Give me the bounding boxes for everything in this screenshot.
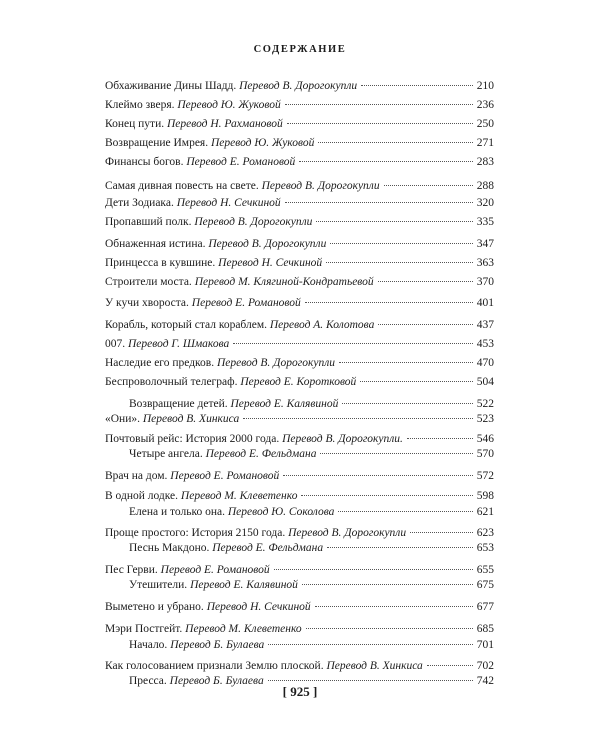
page-title: СОДЕРЖАНИЕ (253, 44, 347, 55)
dot-leader (407, 438, 473, 439)
dot-leader (326, 262, 473, 263)
entry-title: Четыре ангела. Перевод Е. Фельдмана (129, 448, 317, 460)
entry-page: 370 (476, 276, 494, 288)
dot-leader (318, 142, 472, 143)
dot-leader (233, 343, 472, 344)
dot-leader (360, 381, 472, 382)
dot-leader (243, 418, 473, 419)
toc-entry (105, 237, 494, 251)
entry-title: Корабль, который стал кораблем. Перевод А. Колотова (105, 319, 375, 331)
toc-entry (105, 256, 494, 270)
dot-leader (305, 302, 473, 303)
entry-page: 320 (476, 197, 494, 209)
dot-leader (268, 680, 473, 681)
entry-page: 283 (476, 156, 494, 168)
entry-title: Принцесса в кувшине. Перевод Н. Сечкиной (105, 257, 323, 269)
toc-entry (105, 79, 494, 93)
entry-title: Выметено и убрано. Перевод Н. Сечкиной (105, 601, 311, 613)
entry-page: 675 (476, 579, 494, 591)
entry-page: 572 (476, 470, 494, 482)
dot-leader (287, 123, 473, 124)
toc-entry (105, 489, 494, 503)
entry-title: 007. Перевод Г. Шмакова (105, 338, 230, 350)
toc-entry (105, 526, 494, 540)
entry-page: 701 (476, 639, 494, 651)
entry-page: 271 (476, 137, 494, 149)
entry-page: 288 (476, 180, 494, 192)
toc-entry (105, 600, 494, 614)
dot-leader (410, 532, 473, 533)
entry-title: Наследие его предков. Перевод В. Дорогокупли (105, 357, 335, 369)
entry-page: 702 (476, 660, 494, 672)
toc-entry (105, 179, 494, 193)
dot-leader (283, 475, 472, 476)
entry-page: 522 (476, 398, 494, 410)
entry-page: 742 (476, 675, 494, 687)
entry-page: 210 (476, 80, 494, 92)
entry-title: Проще простого: История 2150 года. Перевод В. Дорогокупли (105, 527, 407, 539)
entry-page: 335 (476, 216, 494, 228)
entry-title: «Они». Перевод В. Хинкиса (105, 413, 240, 425)
entry-page: 655 (476, 564, 494, 576)
entry-page: 598 (476, 490, 494, 502)
toc-entry (105, 296, 494, 310)
toc-entry (105, 318, 494, 332)
dot-leader (306, 628, 473, 629)
entry-title: Возвращение детей. Перевод Е. Калявиной (129, 398, 339, 410)
toc-entry (105, 412, 494, 426)
entry-title: В одной лодке. Перевод М. Клеветенко (105, 490, 298, 502)
entry-title: Начало. Перевод Б. Булаева (129, 639, 265, 651)
entry-page: 347 (476, 238, 494, 250)
entry-title: Пресса. Перевод Б. Булаева (129, 675, 264, 687)
dot-leader (274, 569, 473, 570)
entry-title: Врач на дом. Перевод Е. Романовой (105, 470, 280, 482)
dot-leader (330, 243, 472, 244)
toc-entry (105, 117, 494, 131)
entry-page: 437 (476, 319, 494, 331)
dot-leader (327, 547, 473, 548)
toc-entry (129, 541, 494, 555)
dot-leader (427, 665, 473, 666)
entry-title: Беспроволочный телеграф. Перевод Е. Коротковой (105, 376, 357, 388)
entry-page: 570 (476, 448, 494, 460)
entry-page: 546 (476, 433, 494, 445)
toc-entry (129, 447, 494, 461)
entry-title: Дети Зодиака. Перевод Н. Сечкиной (105, 197, 281, 209)
entry-page: 236 (476, 99, 494, 111)
entry-title: Как голосованием признали Землю плоской. Перевод В. Хинкиса (105, 660, 423, 672)
entry-title: Клеймо зверя. Перевод Ю. Жуковой (105, 99, 281, 111)
toc-entry (105, 659, 494, 673)
entry-page: 621 (476, 506, 494, 518)
entry-page: 250 (476, 118, 494, 130)
entry-title: Возвращение Имрея. Перевод Ю. Жуковой (105, 137, 315, 149)
dot-leader (299, 161, 472, 162)
dot-leader (301, 495, 472, 496)
dot-leader (378, 281, 473, 282)
dot-leader (285, 202, 473, 203)
entry-title: Обхаживание Дины Шадд. Перевод В. Дорогокупли (105, 80, 358, 92)
entry-page: 623 (476, 527, 494, 539)
entry-title: Пропавший полк. Перевод В. Дорогокупли (105, 216, 313, 228)
dot-leader (268, 644, 473, 645)
entry-page: 677 (476, 601, 494, 613)
entry-title: Елена и только она. Перевод Ю. Соколова (129, 506, 335, 518)
toc-entry (105, 337, 494, 351)
entry-title: Обнаженная истина. Перевод В. Дорогокупли (105, 238, 327, 250)
toc-entry (105, 622, 494, 636)
toc-entry (105, 432, 494, 446)
entry-title: Утешители. Перевод Е. Калявиной (129, 579, 298, 591)
dot-leader (338, 511, 472, 512)
toc-entry (105, 98, 494, 112)
entry-title: Мэри Постгейт. Перевод М. Клеветенко (105, 623, 302, 635)
entry-title: Самая дивная повесть на свете. Перевод В. Дорогокупли (105, 180, 380, 192)
entry-page: 470 (476, 357, 494, 369)
entry-page: 504 (476, 376, 494, 388)
toc-entry (105, 215, 494, 229)
entry-page: 523 (476, 413, 494, 425)
dot-leader (339, 362, 473, 363)
entry-page: 453 (476, 338, 494, 350)
toc-entry (105, 356, 494, 370)
entry-page: 653 (476, 542, 494, 554)
page-number: [ 925 ] (282, 684, 318, 699)
toc-entry (105, 136, 494, 150)
toc-entry (129, 578, 494, 592)
dot-leader (361, 85, 473, 86)
dot-leader (316, 221, 472, 222)
entry-page: 363 (476, 257, 494, 269)
toc-entry (105, 196, 494, 210)
toc-entry (129, 397, 494, 411)
entry-title: Конец пути. Перевод Н. Рахмановой (105, 118, 283, 130)
dot-leader (320, 453, 472, 454)
entry-title: Пес Герви. Перевод Е. Романовой (105, 564, 270, 576)
toc-entry (129, 638, 494, 652)
entry-title: У кучи хвороста. Перевод Е. Романовой (105, 297, 301, 309)
dot-leader (342, 403, 472, 404)
toc-entry (105, 375, 494, 389)
toc-entry (105, 275, 494, 289)
toc-entry (105, 469, 494, 483)
dot-leader (285, 104, 473, 105)
entry-page: 401 (476, 297, 494, 309)
dot-leader (315, 606, 473, 607)
toc-entry (105, 563, 494, 577)
entry-title: Финансы богов. Перевод Е. Романовой (105, 156, 296, 168)
dot-leader (384, 185, 473, 186)
entry-title: Почтовый рейс: История 2000 года. Перевод В. Дорогокупли. (105, 433, 403, 445)
dot-leader (378, 324, 472, 325)
dot-leader (302, 584, 473, 585)
entry-page: 685 (476, 623, 494, 635)
entry-title: Песнь Макдонo. Перевод Е. Фельдмана (129, 542, 324, 554)
toc-entry (105, 155, 494, 169)
toc-entry (129, 505, 494, 519)
entry-title: Строители моста. Перевод М. Клягиной-Кондратьевой (105, 276, 374, 288)
